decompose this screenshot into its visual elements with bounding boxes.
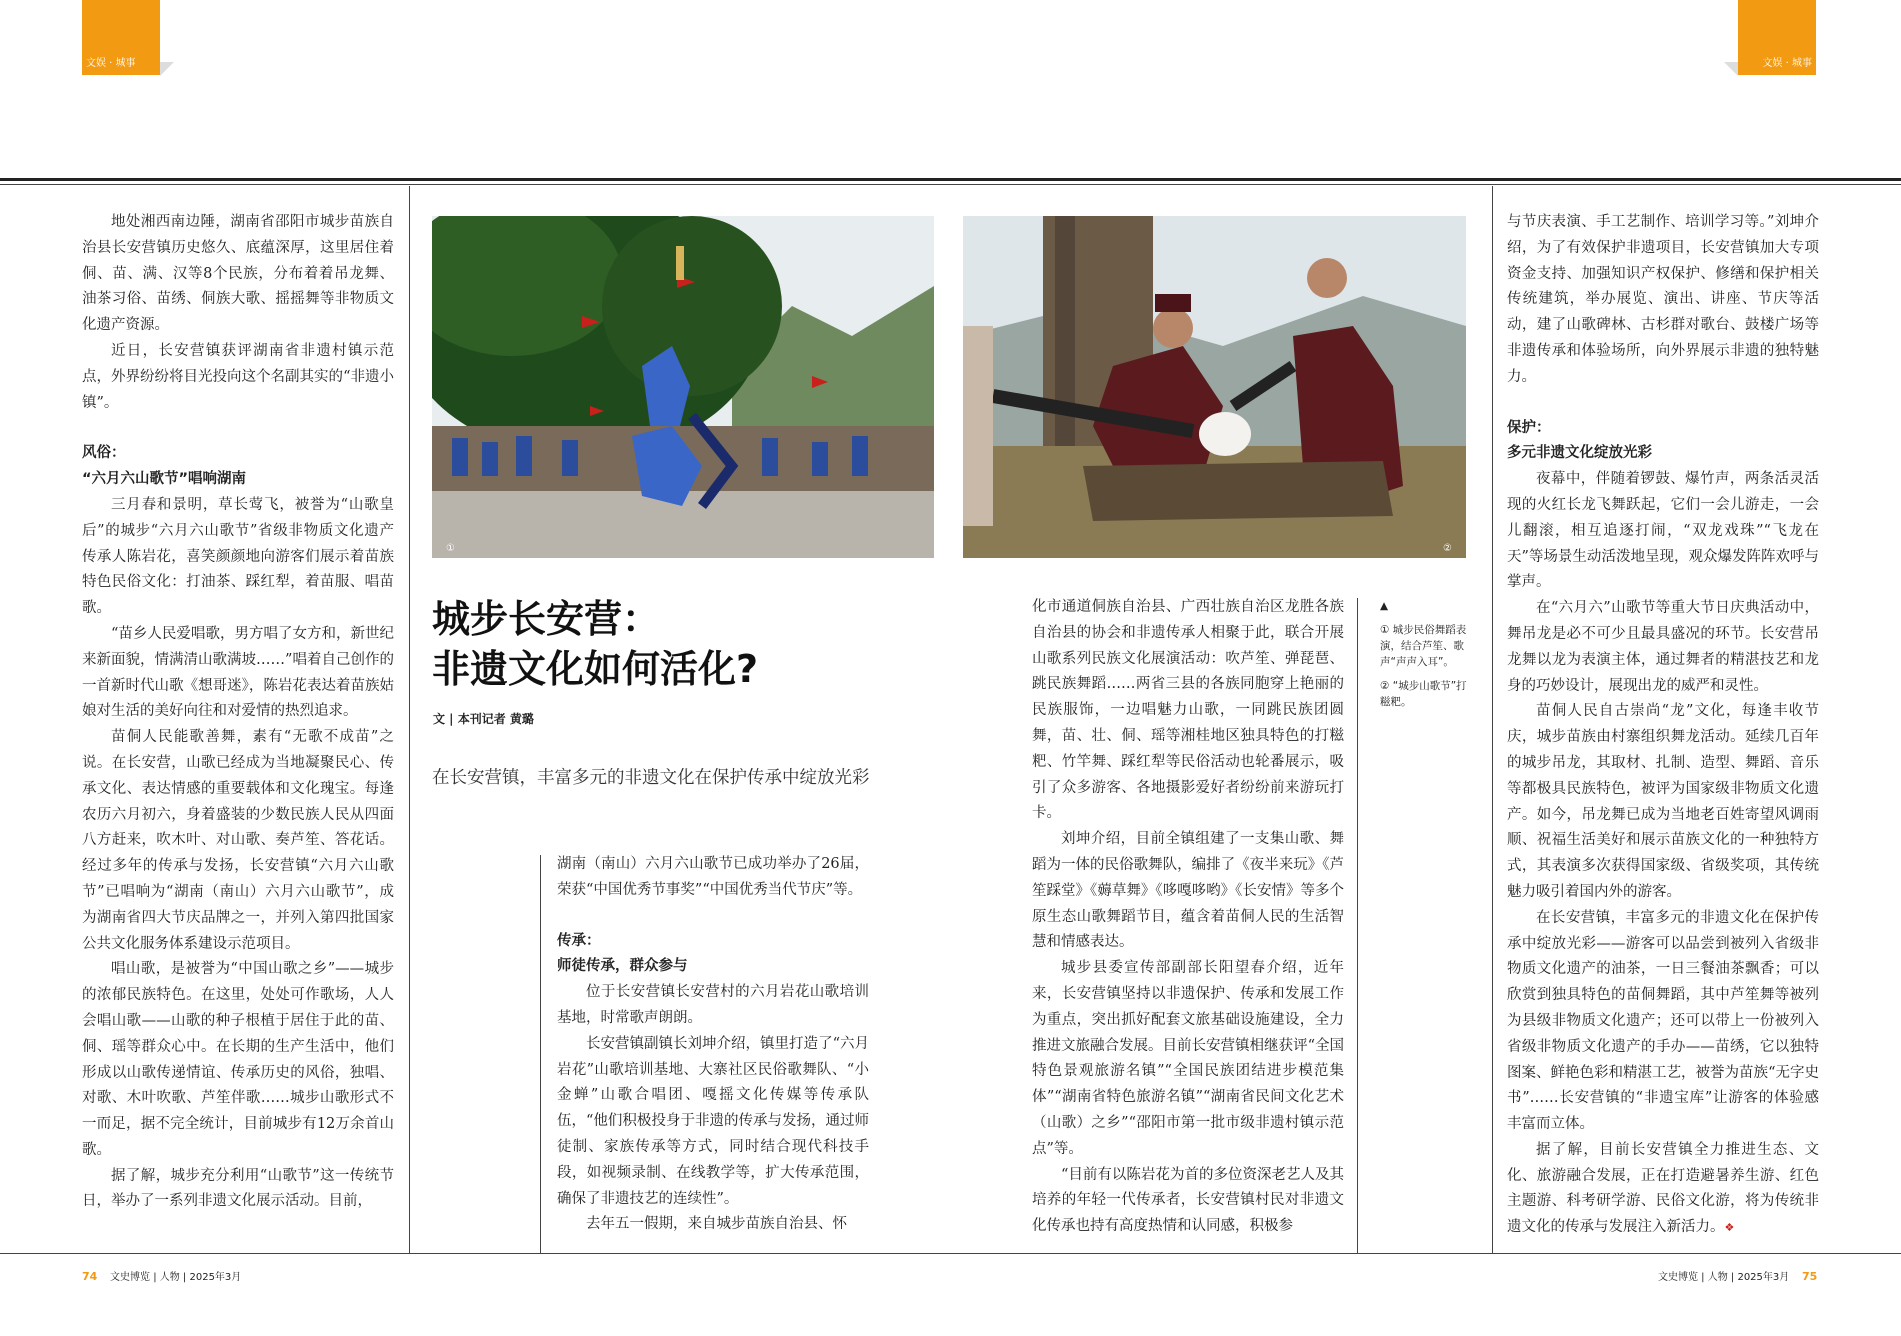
byline: 文 | 本刊记者 黄璐 [433,712,534,726]
paragraph: “目前有以陈岩花为首的多位资深老艺人及其培养的年轻一代传承者，长安营镇村民对非遗文化传承也持有高度热情和认同感，积极参 [1032,1166,1344,1235]
section-label-left: 文娱 · 城事 [86,58,136,69]
tab-shadow-left [160,62,174,76]
paragraph: 城步县委宣传部副部长阳望春介绍，近年来，长安营镇坚持以非遗保护、传承和发展工作为重点，突出抓好配套文旅基础设施建设，全力推进文旅融合发展。目前长安营镇相继获评“全国特色景观旅游名镇”“全国民族团结进步模范集体”“湖南省特色旅游名镇”“湖南省民间文化艺术（山歌）之乡”“邵阳市第一批市级非遗村镇示范点”等。 [1032,960,1344,1157]
paragraph: 苗侗人民自古崇尚“龙”文化，每逢丰收节庆，城步苗族由村寨组织舞龙活动。延续几百年的城步吊龙，其取材、扎制、造型、舞蹈、音乐等都极具民族特色，被评为国家级非物质文化遗产。如今，吊龙舞已成为当地老百姓寄望风调雨顺、祝福生活美好和展示苗族文化的一种独特方式，其表演多次获得国家级、省级奖项，其传统魅力吸引着国内外的游客。 [1507,703,1819,900]
photo-folk-dance [432,216,934,558]
photo-caption [1380,598,1472,718]
section-subheading: “六月六山歌节”唱响湖南 [82,471,247,488]
article-subtitle: 在长安营镇，丰富多元的非遗文化在保护传承中绽放光彩 [432,768,870,788]
paragraph: 位于长安营镇长安营村的六月岩花山歌培训基地，时常歌声朗朗。 [557,984,869,1026]
header-rule-thick [0,178,1901,181]
caption-marker: ▲ [1380,600,1389,612]
paragraph: 在长安营镇，丰富多元的非遗文化在保护传承中绽放光彩——游客可以品尝到被列入省级非物质文化遗产的油茶，一日三餐油茶飘香；可以欣赏到独具特色的苗侗舞蹈，其中芦笙舞等被列为县级非物质文化遗产；还可以带上一份被列入省级非物质文化遗产的手办——苗绣，它以独特图案、鲜艳色彩和精湛工艺，被誉为苗族“无字史书”……长安营镇的“非遗宝库”让游客的体验感丰富而立体。 [1507,909,1819,1133]
page-number-right: 75 [1801,1270,1818,1283]
section-tab-left [82,0,160,75]
footer-rule [0,1253,1901,1254]
caption-line-1: ① 城步民俗舞蹈表演，结合芦笙、歌声“声声入耳”。 [1380,624,1467,668]
photo-number: ① [446,543,455,554]
column-divider-1 [409,186,410,1253]
section-subheading: 师徒传承，群众参与 [557,958,688,975]
paragraph: 化市通道侗族自治县、广西壮族自治区龙胜各族自治县的协会和非遗传承人相聚于此，联合开展山歌系列民族文化展演活动：吹芦笙、弹琵琶、跳民族舞蹈……两省三县的各族同胞穿上艳丽的民族服饰，一边唱魅力山歌，一同跳民族团圆舞，苗、壮、侗、瑶等湘桂地区独具特色的打糍粑、竹竿舞、踩红犁等民俗活动也轮番展示，吸引了众多游客、各地摄影爱好者纷纷前来游玩打卡。 [1032,599,1344,822]
text-column-1 [82,210,394,1215]
paragraph: 近日，长安营镇获评湖南省非遗村镇示范点，外界纷纷将目光投向这个名副其实的“非遗小镇”。 [82,342,394,411]
paragraph: “苗乡人民爱唱歌，男方唱了女方和，新世纪来新面貌，情满清山歌满坡……”唱着自己创作的一首新时代山歌《想哥迷》，陈岩花表达着苗族姑娘对生活的美好向往和对爱情的热烈追求。 [82,625,394,720]
paragraph: 去年五一假期，来自城步苗族自治县、怀 [586,1216,847,1233]
paragraph: 据了解，城步充分利用“山歌节”这一传统节日，举办了一系列非遗文化展示活动。目前， [82,1167,394,1210]
section-heading: 保护： [1507,419,1551,436]
footer-right [1658,1268,1817,1283]
section-heading: 风俗： [82,445,126,462]
paragraph: 三月春和景明，草长莺飞，被誉为“山歌皇后”的城步“六月六山歌节”省级非物质文化遗产传承人陈岩花，喜笑颜颜地向游客们展示着苗族特色民俗文化：打油茶、踩红犁，着苗服、唱苗歌。 [82,496,394,617]
paragraph: 长安营镇副镇长刘坤介绍，镇里打造了“六月岩花”山歌培训基地、大寨社区民俗歌舞队、“小金蝉”山歌合唱团、嘎摇文化传媒等传承队伍，“他们积极投身于非遗的传承与发扬，通过师徒制、家族传承等方式，同时结合现代科技手段，如视频录制、在线教学等，扩大传承范围，确保了非遗技艺的连续性”。 [557,1035,869,1207]
paragraph: 夜幕中，伴随着锣鼓、爆竹声，两条活灵活现的火红长龙飞舞跃起，它们一会儿游走，一会儿翻滚，相互追逐打闹，“双龙戏珠”“飞龙在天”等场景生动活泼地呈现，观众爆发阵阵欢呼与掌声。 [1507,471,1819,591]
footer-left [82,1268,241,1283]
column-divider-4 [1492,186,1493,1253]
header-rule-thin [0,184,1901,185]
paragraph: 在“六月六”山歌节等重大节日庆典活动中，舞吊龙是必不可少且最具盛况的环节。长安营吊龙舞以龙为表演主体，通过舞者的精湛技艺和龙身的巧妙设计，展现出龙的威严和灵性。 [1507,600,1819,694]
paragraph: 唱山歌，是被誉为“中国山歌之乡”——城步的浓郁民族特色。在这里，处处可作歌场，人人会唱山歌——山歌的种子根植于居住于此的苗、侗、瑶等群众心中。在长期的生产生活中，他们形成以山歌传递情谊、传承历史的风俗，独唱、对歌、木叶吹歌、芦笙伴歌……城步山歌形式不一而足，据不完全统计，目前城步有12万余首山歌。 [82,961,394,1158]
paragraph [1507,1138,1819,1241]
paragraph-text: 据了解，目前长安营镇全力推进生态、文化、旅游融合发展，正在打造避暑养生游、红色主题游、科考研学游、民俗文化游，将为传统非遗文化的传承与发展注入新活力。 [1507,1141,1819,1236]
photo-number: ② [1443,543,1452,554]
title-line-1: 城步长安营： [432,597,661,641]
title-line-2: 非遗文化如何活化? [432,647,759,691]
section-heading: 传承： [557,932,601,949]
paragraph: 与节庆表演、手工艺制作、培训学习等。”刘坤介绍，为了有效保护非遗项目，长安营镇加大专项资金支持、加强知识产权保护、修缮和保护相关传统建筑，举办展览、演出、讲座、节庆等活动，建了山歌碑林、古杉群对歌台、鼓楼广场等非遗传承和体验场所，向外界展示非遗的独特魅力。 [1507,214,1819,385]
column-divider-2 [540,855,541,1253]
tab-shadow-right [1724,62,1738,76]
paragraph: 湖南（南山）六月六山歌节已成功举办了26届，荣获“中国优秀节事奖”“中国优秀当代节庆”等。 [557,856,869,898]
section-label-right: 文娱 · 城事 [1762,58,1812,69]
caption-line-2: ② “城步山歌节”打糍粑。 [1380,680,1467,708]
footer-text-left: 文史博览 | 人物 | 2025年3月 [110,1272,242,1283]
article-title [432,594,758,694]
paragraph: 刘坤介绍，目前全镇组建了一支集山歌、舞蹈为一体的民俗歌舞队，编排了《夜半来玩》《芦笙踩堂》《薅草舞》《哆嘎哆哟》《长安情》等多个原生态山歌舞蹈节目，蕴含着苗侗人民的生活智慧和情感表达。 [1032,831,1344,951]
paragraph: 地处湘西南边陲，湖南省邵阳市城步苗族自治县长安营镇历史悠久、底蕴深厚，这里居住着侗、苗、满、汉等8个民族，分布着着吊龙舞、油茶习俗、苗绣、侗族大歌、摇摇舞等非物质文化遗产资源。 [82,214,394,334]
paragraph: 苗侗人民能歌善舞，素有“无歌不成苗”之说。在长安营，山歌已经成为当地凝聚民心、传承文化、表达情感的重要载体和文化瑰宝。每逢农历六月初六，身着盛装的少数民族人民从四面八方赶来，吹木叶、对山歌、奏芦笙、答花话。经过多年的传承与发扬，长安营镇“六月六山歌节”已唱响为“湖南（南山）六月六山歌节”，成为湖南省四大节庆品牌之一，并列入第四批国家公共文化服务体系建设示范项目。 [82,729,394,952]
end-mark-icon: ❖ [1724,1221,1735,1235]
footer-text-right: 文史博览 | 人物 | 2025年3月 [1658,1272,1790,1283]
section-subheading: 多元非遗文化绽放光彩 [1507,445,1652,462]
text-column-3 [1032,595,1344,1240]
text-column-4 [1507,210,1819,1241]
page-number-left: 74 [82,1270,98,1283]
photo-rice-cake-pounding [963,216,1466,558]
text-column-2 [557,852,869,1238]
section-tab-right [1738,0,1816,75]
column-divider-3 [1357,598,1358,1253]
